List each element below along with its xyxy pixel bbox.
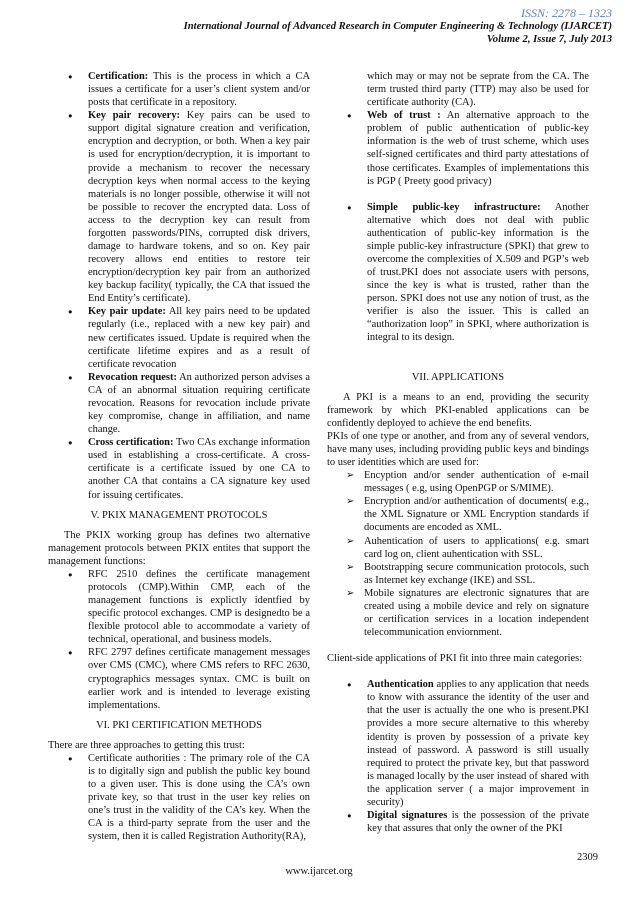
list-item: ● Simple public-key infrastructure: Another alternative which does not deal with public authentication of public-key information is the simple public-key infrastructure (SPKI) that grew to overcome the complexities of X.509 and PGP’s web of trust.PKI does not associate users with persons, since the key is what is trusted, rather than the person. SPKI does not use any notion of trust, as the verifier is also the issuer. This is called an “authorization loop” in SPKI, where authorization is integral to its design. xyxy=(327,201,589,345)
protocols-list xyxy=(48,568,310,712)
list-item: ● Revocation request: An authorized person advises a CA of an abnormal situation requiring certificate revocation. Reasons for revocation include private key compromise, change in affiliation, and name change. xyxy=(48,371,310,436)
list-item: ● Certification: This is the process in which a CA issues a certificate for a user’s client system and/or posts that certificate in a repository. xyxy=(48,70,310,109)
list-item: ● Key pair update: All key pairs need to be updated regularly (i.e., replaced with a new key pair) and new certificates issued. Update is required when the certificate lifetime expires and as a result of certificate revocation xyxy=(48,305,310,370)
section-heading: VII. APPLICATIONS xyxy=(411,371,505,383)
list-item: ➢ Auhentication of users to applications( e.g. smart card log on, client auhentication with SSL. xyxy=(327,535,589,561)
volume-issue: Volume 2, Issue 7, July 2013 xyxy=(486,34,612,45)
page-number: 2309 xyxy=(577,852,598,863)
list-item: ● RFC 2797 defines certificate management messages over CMS (CMC), where CMS refers to RFC 2630, cryptographics messages syntax. CMC is built on earlier work and is intended to leverage existing implementations. xyxy=(48,646,310,711)
management-functions-list xyxy=(48,70,310,502)
trust-approaches-list xyxy=(48,752,310,844)
paragraph: A PKI is a means to an end, providing the security framework by which PKI-enabled applications can be confidently deployed to achieve the end benefits. xyxy=(327,391,589,429)
left-column xyxy=(48,70,310,843)
list-item: ● Certificate authorities : The primary role of the CA is to digitally sign and publish the public key bound to a given user. This is done using the CA’s own private key, so that trust in the user key relies on one’s trust in the validity of the CA’s key. When the CA is a third-party seprate from the user and the system, then it is called Registration Authority(RA), xyxy=(48,752,310,844)
list-item: ➢ Encryption and/or authentication of documents( e.g., the XML Signature or XML Encryption standards if documents are encoded as XML. xyxy=(327,495,589,534)
right-column xyxy=(327,70,589,835)
categories-list xyxy=(327,678,589,835)
list-item: ● Digital signatures is the possession of the private key that assures that only the owner of the PKI xyxy=(327,809,589,835)
section-heading: V. PKIX MANAGEMENT PROTOCOLS xyxy=(90,509,268,521)
list-item: ➢ Bootstrapping secure communication protocols, such as Internet key exchange (IKE) and SSL. xyxy=(327,561,589,587)
journal-title: International Journal of Advanced Research in Computer Engineering & Technology (IJARCET) xyxy=(183,21,612,32)
section-heading: VI. PKI CERTIFICATION METHODS xyxy=(96,719,262,731)
list-item: ➢ Encyption and/or sender authentication of e-mail messages ( e.g, using OpenPGP or S/MIME). xyxy=(327,469,589,495)
list-item: ● Key pair recovery: Key pairs can be used to support digital signature creation and verification, encryption and decryption, or both. When a key pair is used for encryption/decryption, it is important to provide a mechanism to recover the necessary decryption keys when normal access to the keying materials is no longer possible, otherwise it will not be possible to recover the encrypted data. Loss of access to the decryption key can result from forgotten passwords/PINs, corrupted disk drivers, damage to hardware tokens, and so on. Key pair recovery allows end entities to restore teir encryption/decryption key pair from an authorized key backup facility( typically, the CA that issued the End Entity’s certificate). xyxy=(48,109,310,305)
paragraph: PKIs of one type or another, and from any of several vendors, have many uses, including providing public keys and bindings to user identities which are used for: xyxy=(327,430,589,469)
list-item: ● Cross certification: Two CAs exchange information used in establishing a cross-certificate. A cross-certificate is a certificate issued by one CA to another CA that contains a CA signature key used for issuing certificates. xyxy=(48,436,310,501)
list-item: ● RFC 2510 defines the certificate management protocols (CMP).Within CMP, each of the management functions is explictly identfied by specific protocol exchanges. CMP is designedto be a flexible protocol able to accommodate a variety of technical, operational, and business models. xyxy=(48,568,310,646)
paragraph: Client-side applications of PKI fit into three main categories: xyxy=(327,653,583,665)
list-item: ➢ Mobile signatures are electronic signatures that are created using a mobile device and rely on signature or certification services in a location independent telecommunication enviornment. xyxy=(327,587,589,639)
list-item: ● Authentication applies to any application that needs to know with assurance the identity of the user and that the user is actually the one who is present.PKI provides a more secure alternative to this whereby identity is proven by possession of a private key instead of password. A password is still usually required to protect the private key, but that password is managed locally by the user instead of shared with the application server ( a major improvement in security) xyxy=(327,678,589,809)
footer-url: www.ijarcet.org xyxy=(285,866,353,877)
uses-list xyxy=(327,469,589,639)
issn: ISSN: 2278 – 1323 xyxy=(521,6,612,20)
list-item: ● Web of trust : An alternative approach to the problem of public authentication of public-key information is the web of trust scheme, which uses self-signed certificates and third party attestations of those certificates. Examples of implementations this is PGP ( Preety good privacy) xyxy=(327,109,589,187)
paragraph: The PKIX working group has defines two alternative management protocols between PKIX entites that support the management functions: xyxy=(48,529,310,567)
trust-approaches-continued xyxy=(327,70,589,188)
list-item-continued: which may or may not be seprate from the CA. The term trusted third party (TTP) may also be used for certificate authority (CA). xyxy=(367,71,589,109)
spki-list xyxy=(327,201,589,345)
paragraph: There are three approaches to getting this trust: xyxy=(48,739,245,751)
